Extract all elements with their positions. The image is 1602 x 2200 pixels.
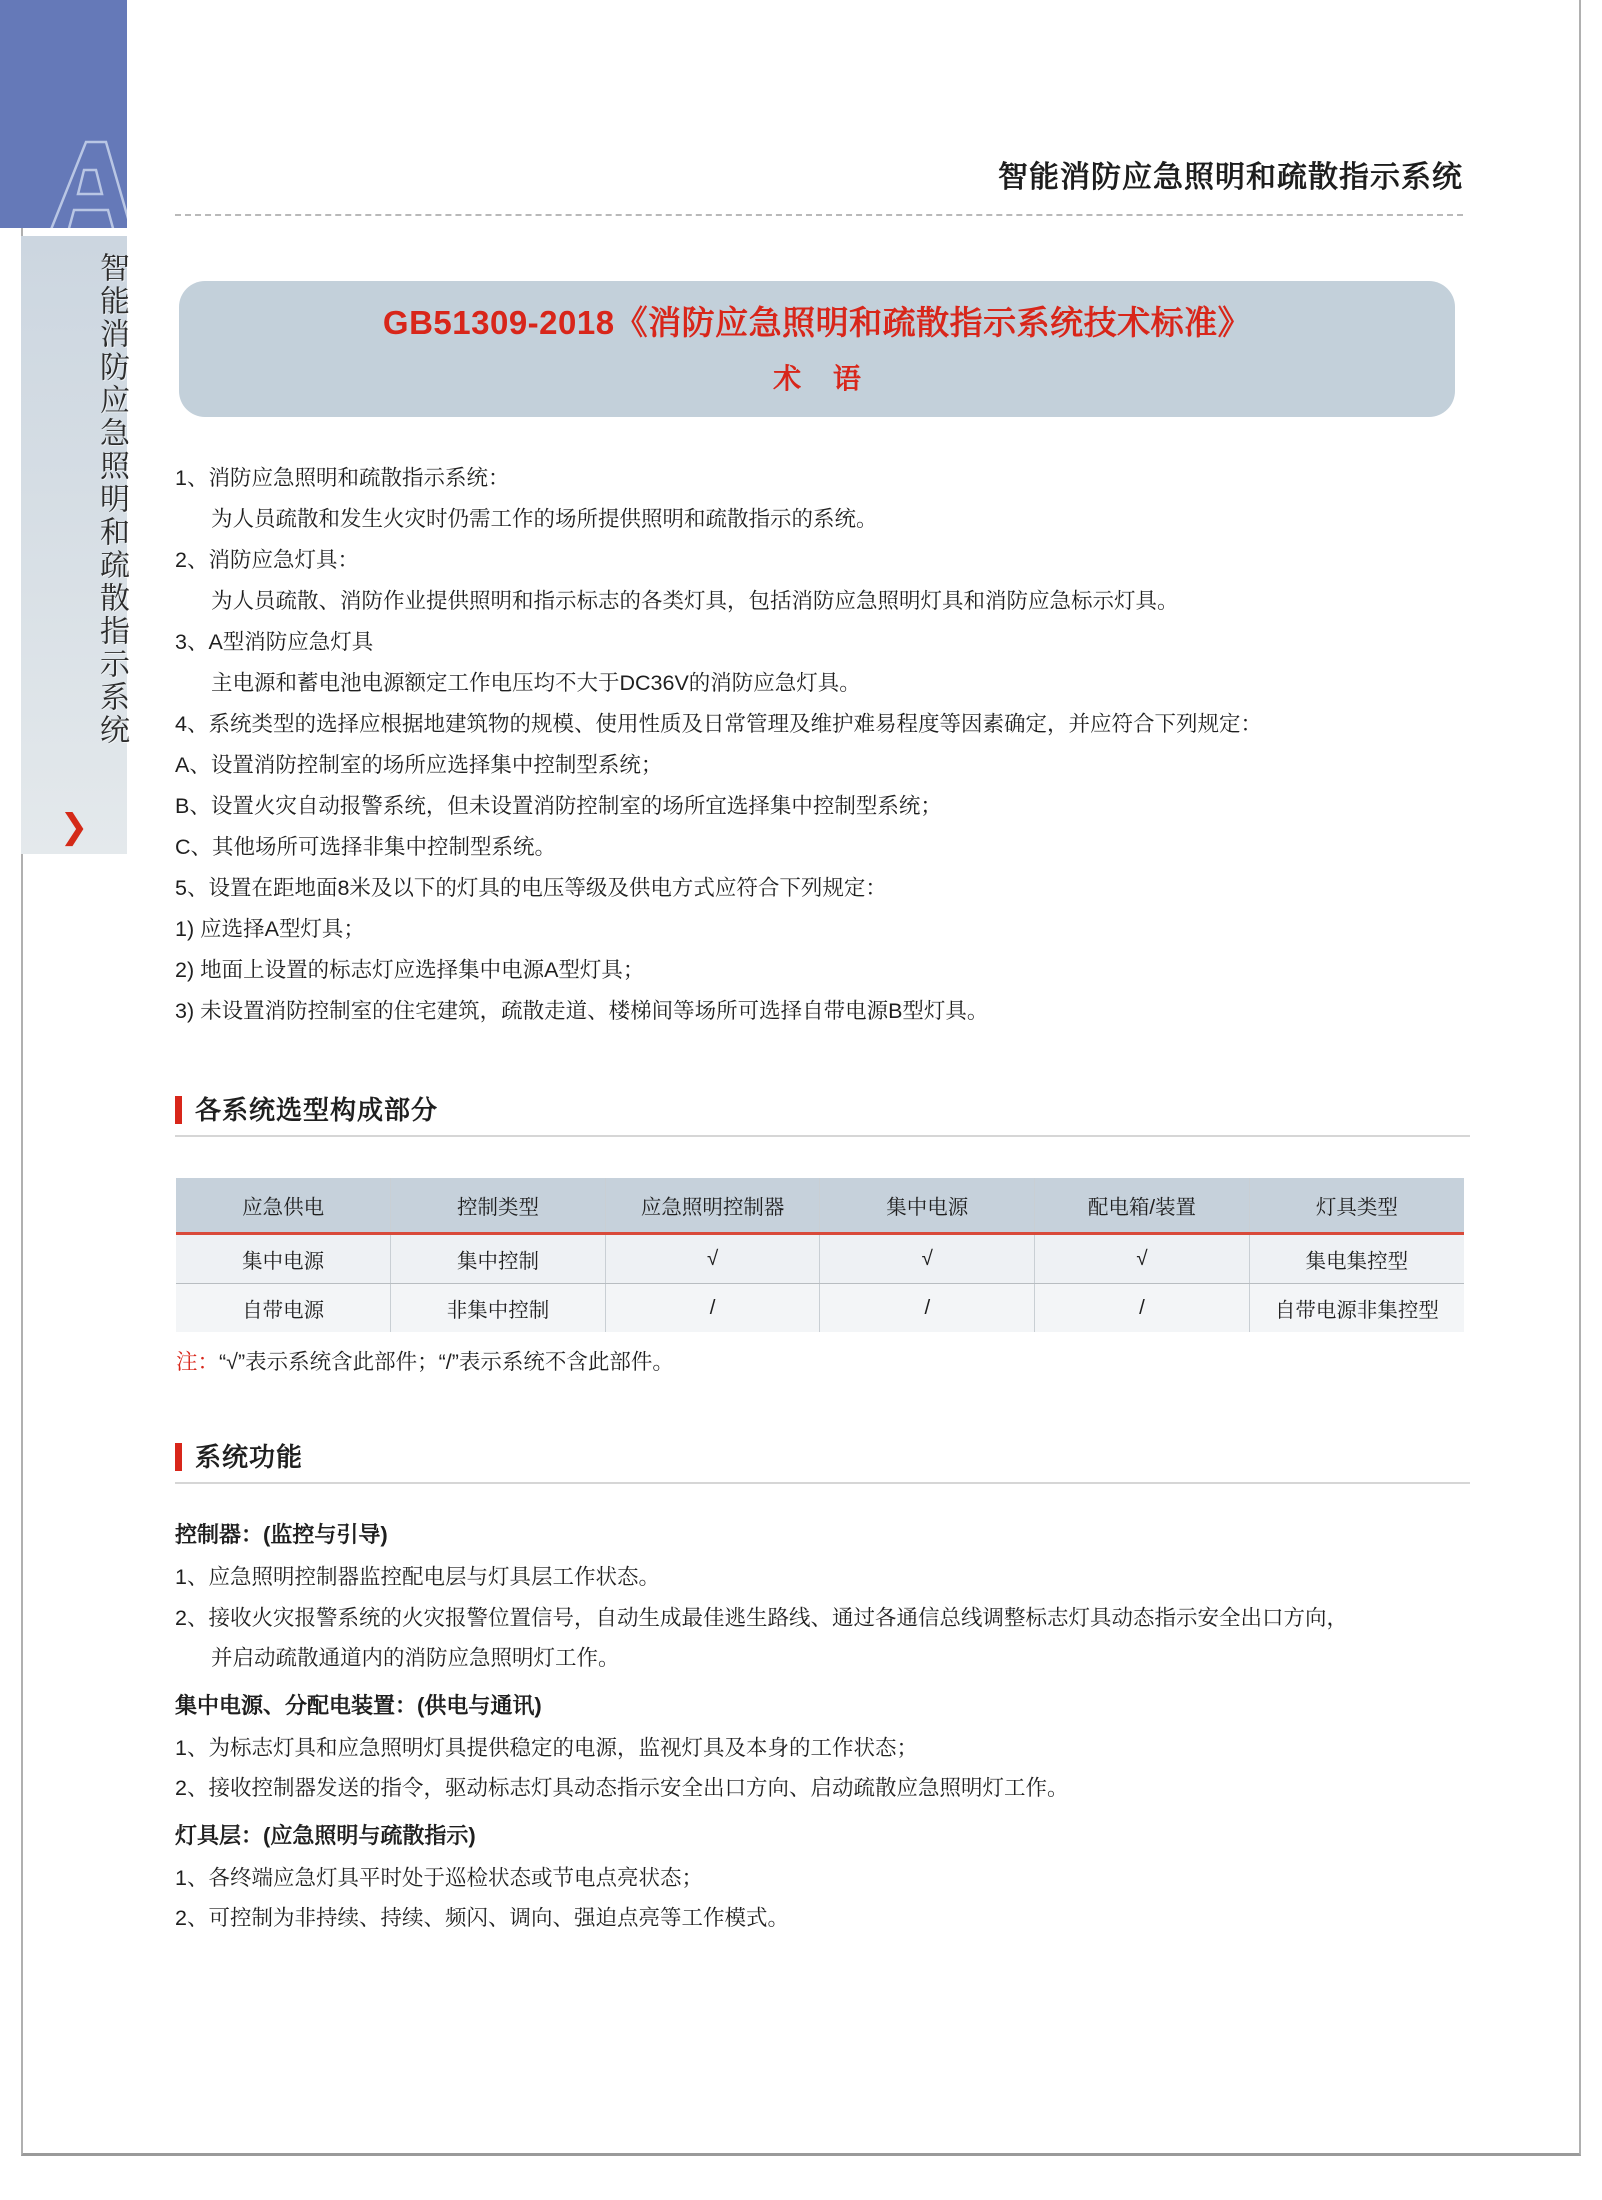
section-accent-bar-icon bbox=[175, 1096, 182, 1124]
term-line: 5、设置在距地面8米及以下的灯具的电压等级及供电方式应符合下列规定： bbox=[175, 876, 887, 900]
term-line: A、设置消防控制室的场所应选择集中控制型系统； bbox=[175, 753, 663, 777]
table-note bbox=[176, 1345, 674, 1376]
table-cell: √ bbox=[605, 1234, 820, 1284]
term-line: B、设置火灾自动报警系统，但未设置消防控制室的场所宜选择集中控制型系统； bbox=[175, 794, 942, 818]
function-group-title: 集中电源、分配电装置：(供电与通讯) bbox=[175, 1692, 542, 1718]
section-heading-table bbox=[175, 1090, 1470, 1137]
section-underline bbox=[175, 1135, 1470, 1137]
function-line: 1、应急照明控制器监控配电层与灯具层工作状态。 bbox=[175, 1565, 660, 1589]
table-note-label: 注： bbox=[176, 1350, 220, 1374]
function-line: 2、可控制为非持续、持续、频闪、调向、强迫点亮等工作模式。 bbox=[175, 1906, 789, 1930]
page-header-title: 智能消防应急照明和疏散指示系统 bbox=[998, 161, 1463, 194]
term-line: 3、A型消防应急灯具 bbox=[175, 630, 374, 654]
table-column-header: 控制类型 bbox=[391, 1178, 606, 1234]
section-accent-bar-icon bbox=[175, 1443, 182, 1471]
header-divider bbox=[175, 214, 1463, 216]
selection-table-head bbox=[176, 1178, 1464, 1234]
selection-table bbox=[176, 1178, 1464, 1332]
table-column-header: 灯具类型 bbox=[1249, 1178, 1464, 1234]
letter-a-logo-icon bbox=[44, 140, 127, 228]
function-group-title: 控制器：(监控与引导) bbox=[175, 1522, 388, 1547]
table-cell: 集电集控型 bbox=[1249, 1234, 1464, 1284]
table-cell: √ bbox=[1035, 1234, 1250, 1284]
term-line: 2、消防应急灯具： bbox=[175, 548, 359, 572]
term-line: 4、系统类型的选择应根据地建筑物的规模、使用性质及日常管理及维护难易程度等因素确定，并应符合下列规定： bbox=[175, 712, 1262, 736]
table-cell: 集中电源 bbox=[176, 1234, 391, 1284]
section-heading-functions bbox=[175, 1437, 1470, 1484]
section-underline bbox=[175, 1482, 1470, 1484]
function-line: 1、为标志灯具和应急照明灯具提供稳定的电源，监视灯具及本身的工作状态； bbox=[175, 1735, 918, 1760]
sidebar-logo-block bbox=[0, 0, 127, 228]
table-cell: 非集中控制 bbox=[391, 1284, 606, 1333]
table-cell: / bbox=[605, 1284, 820, 1333]
table-row bbox=[176, 1284, 1464, 1333]
term-line: 1、消防应急照明和疏散指示系统： bbox=[175, 466, 510, 490]
table-column-header: 应急供电 bbox=[176, 1178, 391, 1234]
page-header bbox=[175, 152, 1463, 196]
section-heading-table-label: 各系统选型构成部分 bbox=[195, 1095, 439, 1125]
standard-title-box bbox=[179, 281, 1455, 417]
sidebar-arrow-icon: ❯ bbox=[59, 808, 89, 846]
function-group-title: 灯具层：(应急照明与疏散指示) bbox=[175, 1822, 476, 1848]
table-note-text: “√”表示系统含此部件；“/”表示系统不含此部件。 bbox=[219, 1350, 674, 1374]
table-column-header: 应急照明控制器 bbox=[605, 1178, 820, 1234]
table-cell: / bbox=[1035, 1284, 1250, 1333]
function-line: 2、接收控制器发送的指令，驱动标志灯具动态指示安全出口方向、启动疏散应急照明灯工作。 bbox=[175, 1776, 1069, 1800]
section-heading-functions-label: 系统功能 bbox=[195, 1442, 304, 1472]
table-row bbox=[176, 1234, 1464, 1284]
table-cell: 集中控制 bbox=[391, 1234, 606, 1284]
term-line: 2) 地面上设置的标志灯应选择集中电源A型灯具； bbox=[175, 958, 645, 982]
terms-list bbox=[175, 468, 1470, 1042]
sidebar-vertical-title: 智能消防应急照明和疏散指示系统 bbox=[95, 252, 128, 747]
selection-table-body bbox=[176, 1234, 1464, 1333]
term-line: 1) 应选择A型灯具； bbox=[175, 917, 365, 941]
selection-table-wrapper bbox=[176, 1178, 1464, 1332]
standard-subtitle: 术 语 bbox=[773, 363, 873, 395]
function-line: 2、接收火灾报警系统的火灾报警位置信号，自动生成最佳逃生路线、通过各通信总线调整标志灯具动态指示安全出口方向， bbox=[175, 1605, 1348, 1630]
table-cell: / bbox=[820, 1284, 1035, 1333]
function-line: 并启动疏散通道内的消防应急照明灯工作。 bbox=[211, 1646, 620, 1670]
table-cell: 自带电源非集控型 bbox=[1249, 1284, 1464, 1333]
table-column-header: 集中电源 bbox=[820, 1178, 1035, 1234]
standard-code-title: GB51309-2018《消防应急照明和疏散指示系统技术标准》 bbox=[382, 303, 1252, 341]
table-header-row bbox=[176, 1178, 1464, 1234]
function-line: 1、各终端应急灯具平时处于巡检状态或节电点亮状态； bbox=[175, 1865, 703, 1890]
term-line: 为人员疏散、消防作业提供照明和指示标志的各类灯具，包括消防应急照明灯具和消防应急标示灯具。 bbox=[211, 589, 1179, 613]
table-column-header: 配电箱/装置 bbox=[1035, 1178, 1250, 1234]
table-cell: 自带电源 bbox=[176, 1284, 391, 1333]
table-cell: √ bbox=[820, 1234, 1035, 1284]
term-line: 主电源和蓄电池电源额定工作电压均不大于DC36V的消防应急灯具。 bbox=[211, 671, 861, 695]
functions-content bbox=[175, 1518, 1485, 1949]
term-line: 为人员疏散和发生火灾时仍需工作的场所提供照明和疏散指示的系统。 bbox=[211, 507, 878, 531]
term-line: 3) 未设置消防控制室的住宅建筑，疏散走道、楼梯间等场所可选择自带电源B型灯具。 bbox=[175, 999, 989, 1023]
term-line: C、其他场所可选择非集中控制型系统。 bbox=[175, 835, 557, 859]
